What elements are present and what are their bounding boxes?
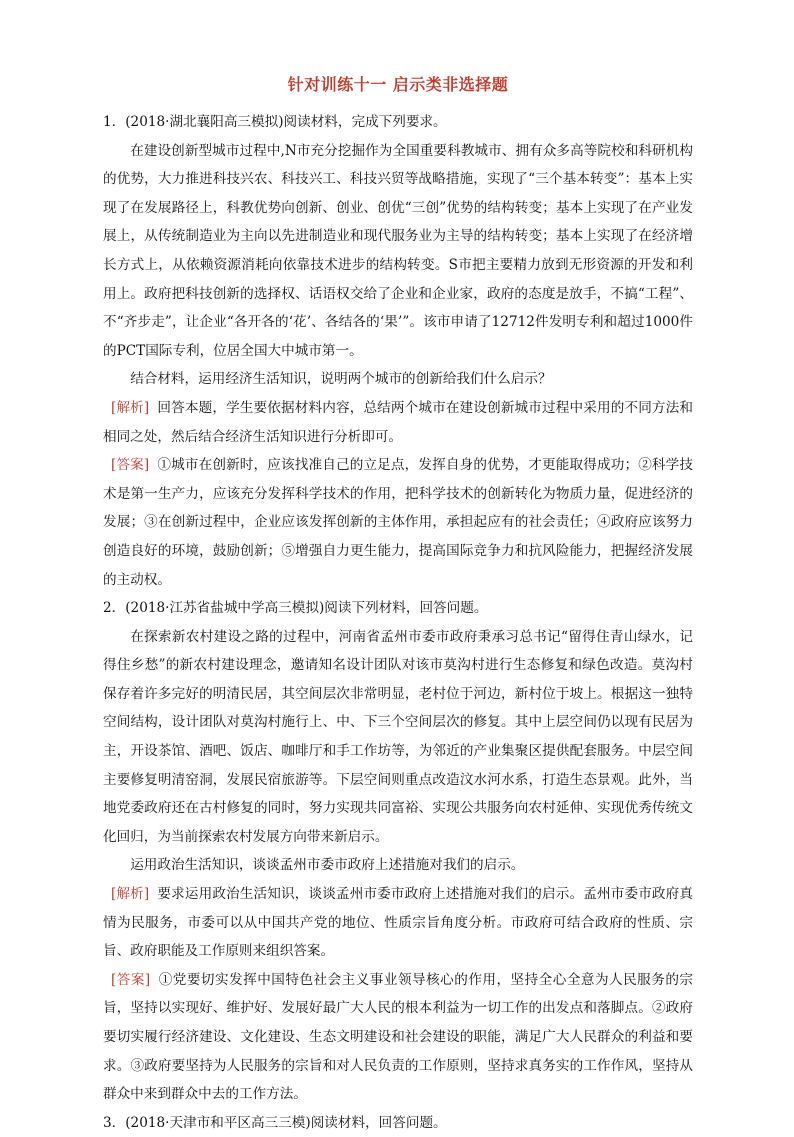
answer-label: [答案] bbox=[111, 971, 151, 988]
answer-label: [答案] bbox=[111, 457, 150, 474]
question-2-material: 在探索新农村建设之路的过程中，河南省孟州市委市政府秉承习总书记“留得住青山绿水，记得住乡愁”的新农村建设理念，邀请知名设计团队对该市莫沟村进行生态修复和绿色改造。莫沟村保存着许多完好的明清民居，其空间层次非常明显，老村位于河边，新村位于坡上。根据这一独特空间结构，设计团队对莫沟村施行上、中、下三个空间层次的修复。其中上层空间仍以现有民居为主，开设茶馆、酒吧、饭店、咖啡厅和手工作坊等，为邻近的产业集聚区提供配套服务。中层空间主要修复明清窑洞，发展民宿旅游等。下层空间则重点改造汶水河水系，打造生态景观。此外，当地党委政府还在古村修复的同时，努力实现共同富裕、实现公共服务向农村延伸、实现优秀传统文化回归，为当前探索农村发展方向带来新启示。 bbox=[103, 628, 693, 845]
question-1 bbox=[103, 108, 693, 594]
question-3-head: 3．(2018·天津市和平区高三三模)阅读材料，回答问题。 bbox=[103, 1114, 447, 1131]
question-1-head: 1．(2018·湖北襄阳高三模拟)阅读材料，完成下列要求。 bbox=[103, 114, 447, 130]
question-2-head: 2．(2018·江苏省盐城中学高三模拟)阅读下列材料，回答问题。 bbox=[103, 600, 488, 617]
analysis-text: 回答本题，学生要依据材料内容，总结两个城市在建设创新城市过程中采用的不同方法和相同之处，然后结合经济生活知识进行分析即可。 bbox=[103, 399, 694, 445]
question-1-material: 在建设创新型城市过程中,N市充分挖掘作为全国重要科教城市、拥有众多高等院校和科研机构的优势，大力推进科技兴农、科技兴工、科技兴贸等战略措施，实现了“三个基本转变”：基本上实现了在发展路径上，科教优势向创新、创业、创优“三创”优势的结构转变；基本上实现了在产业发展上，从传统制造业为主向以先进制造业和现代服务业为主导的结构转变；基本上实现了在经济增长方式上，从依赖资源消耗向依靠技术进步的结构转变。S市把主要精力放到无形资源的开发和利用上。政府把科技创新的选择权、话语权交给了企业和企业家，政府的态度是放手，不搞“工程”、不“齐步走”，让企业“各开各的‘花’、各结各的‘果’”。该市申请了12712件发明专利和超过1000件的PCT国际专利，位居全国大中城市第一。 bbox=[103, 142, 693, 359]
page-title: 针对训练十一 启示类非选择题 bbox=[287, 75, 509, 94]
answer-text: ①党要切实发挥中国特色社会主义事业领导核心的作用，坚持全心全意为人民服务的宗旨，坚持以实现好、维护好、发展好最广大人民的根本利益为一切工作的出发点和落脚点。②政府要切实履行经济建设、文化建设、生态文明建设和社会建设的职能，满足广大人民群众的利益和要求。③政府要坚持为人民服务的宗旨和对人民负责的工作原则，坚持求真务实的工作作风，坚持从群众中来到群众中去的工作方法。 bbox=[103, 971, 693, 1103]
analysis-text: 要求运用政治生活知识，谈谈孟州市委市政府上述措施对我们的启示。孟州市委市政府真情为民服务，市委可以从中国共产党的地位、性质宗旨角度分析。市政府可结合政府的性质、宗旨、政府职能及工作原则来组织答案。 bbox=[103, 886, 694, 960]
question-1-prompt: 结合材料，运用经济生活知识，说明两个城市的创新给我们什么启示？ bbox=[130, 371, 552, 388]
question-1-answer bbox=[103, 451, 693, 594]
question-2 bbox=[103, 594, 693, 1109]
document-page bbox=[103, 72, 693, 1137]
question-1-analysis bbox=[103, 394, 693, 451]
question-2-answer bbox=[103, 966, 693, 1109]
analysis-label: [解析] bbox=[111, 399, 150, 416]
analysis-label: [解析] bbox=[111, 886, 150, 903]
question-2-analysis bbox=[103, 880, 693, 966]
question-2-prompt: 运用政治生活知识，谈谈孟州市委市政府上述措施对我们的启示。 bbox=[130, 857, 525, 874]
answer-text: ①城市在创新时，应该找准自己的立足点，发挥自身的优势，才更能取得成功；②科学技术是第一生产力，应该充分发挥科学技术的作用，把科学技术的创新转化为物质力量，促进经济的发展；③在创新过程中，企业应该发挥创新的主体作用，承担起应有的社会责任；④政府应该努力创造良好的环境，鼓励创新；⑤增强自力更生能力，提高国际竞争力和抗风险能力，把握经济发展的主动权。 bbox=[103, 457, 694, 588]
